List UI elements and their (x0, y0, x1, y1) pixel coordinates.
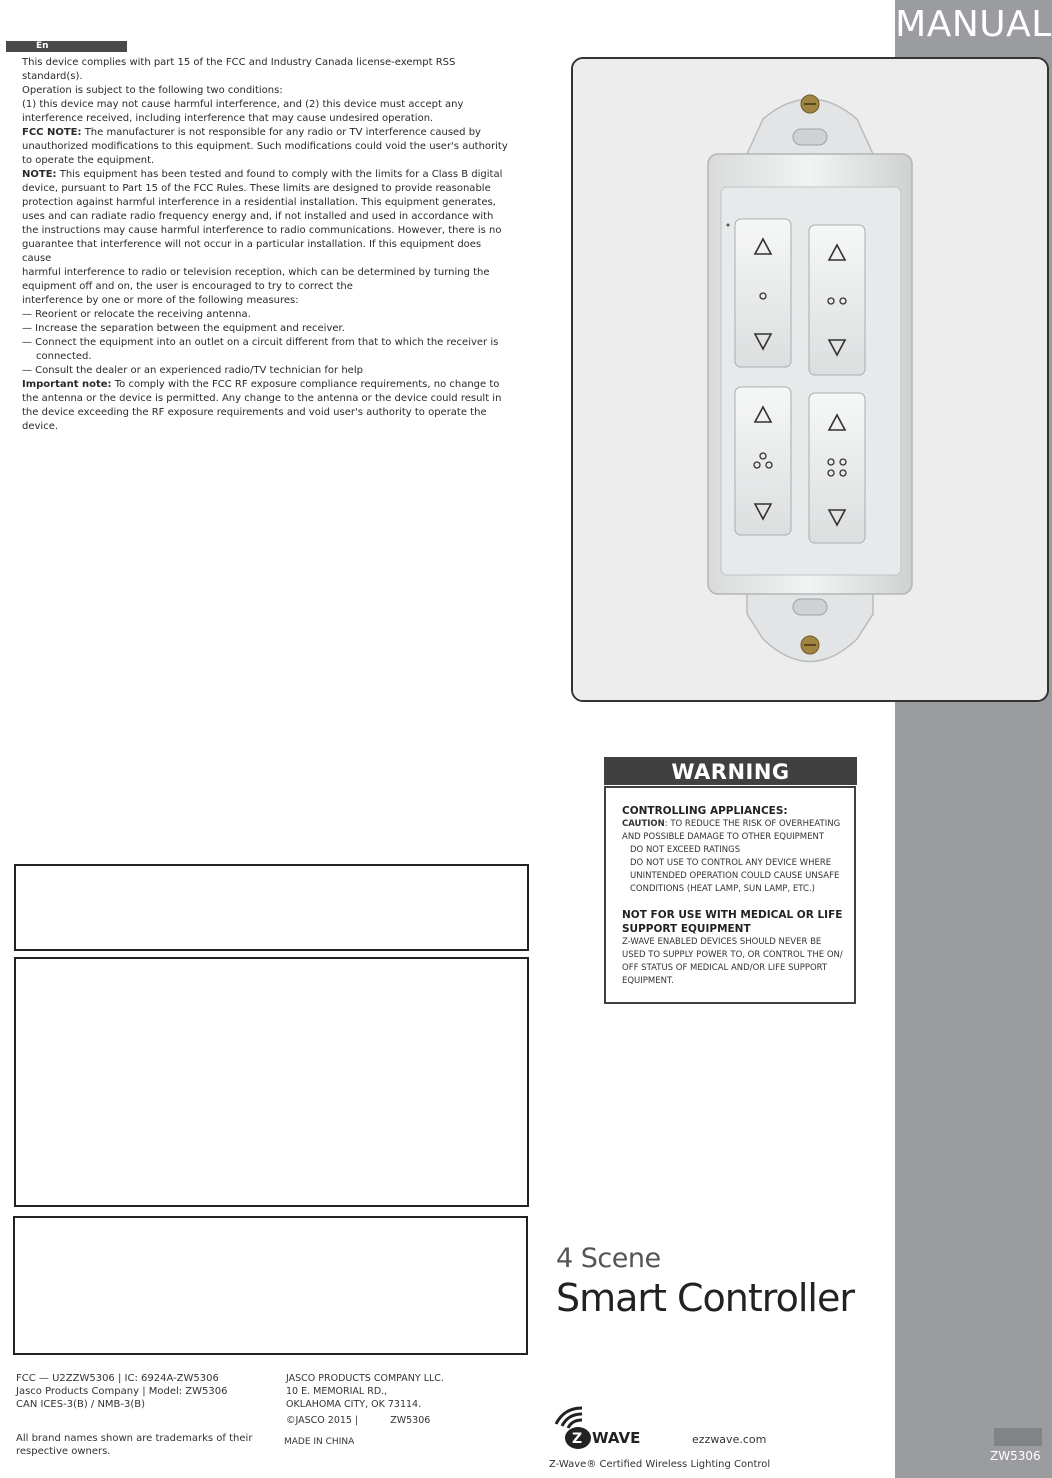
regulatory-info (16, 1372, 228, 1411)
zwave-logo (550, 1404, 660, 1454)
language-tag: En (6, 41, 127, 52)
product-photo (571, 57, 1049, 702)
warning-line: Z-WAVE ENABLED DEVICES SHOULD NEVER BE (622, 937, 822, 947)
caution-line: AND POSSIBLE DAMAGE TO OTHER EQUIPMENT (622, 832, 825, 842)
caution-item: DO NOT EXCEED RATINGS (630, 845, 741, 855)
scene-controller-image (573, 59, 1047, 700)
fcc-note-label: FCC NOTE: (22, 127, 82, 138)
svg-text:Z: Z (572, 1431, 583, 1447)
fcc-line: interference by one or more of the following measures: (22, 295, 299, 306)
note-label: NOTE: (22, 169, 57, 180)
model-number-corner: ZW5306 (990, 1449, 1041, 1463)
measure-item: — Reorient or relocate the receiving antenna. (22, 309, 251, 320)
important-label: Important note: (22, 379, 112, 390)
fcc-line: the antenna or the device is permitted. Any change to the antenna or the device could result in (22, 393, 502, 404)
regulatory-line: Jasco Products Company | Model: ZW5306 (16, 1386, 228, 1397)
fcc-line: harmful interference to radio or television reception, which can be determined by turning the (22, 267, 490, 278)
content-panel-3 (13, 1216, 528, 1355)
measure-item: connected. (36, 351, 92, 362)
fcc-line: uses and can radiate radio frequency energy and, if not installed and used in accordance with (22, 211, 494, 222)
made-in-label: MADE IN CHINA (284, 1437, 355, 1447)
fcc-line: the instructions may cause harmful interference to radio communications. However, there is no (22, 225, 502, 236)
fcc-line: device, pursuant to Part 15 of the FCC Rules. These limits are designed to provide reasonable (22, 183, 491, 194)
caution-line: CAUTION: TO REDUCE THE RISK OF OVERHEATING (622, 819, 841, 829)
caution-item: DO NOT USE TO CONTROL ANY DEVICE WHERE (630, 858, 832, 868)
corner-tab (994, 1428, 1042, 1446)
address-line: OKLAHOMA CITY, OK 73114. (286, 1399, 422, 1410)
warning-line: EQUIPMENT. (622, 976, 674, 986)
regulatory-line: FCC — U2ZZW5306 | IC: 6924A-ZW5306 (16, 1373, 219, 1384)
fcc-note: FCC NOTE: The manufacturer is not responsible for any radio or TV interference caused by (22, 127, 481, 138)
fcc-line: Operation is subject to the following two conditions: (22, 85, 283, 96)
warning-section-title: NOT FOR USE WITH MEDICAL OR LIFE (622, 909, 843, 921)
scene-button-1 (735, 219, 791, 367)
caution-item: CONDITIONS (HEAT LAMP, SUN LAMP, ETC.) (630, 884, 815, 894)
fcc-line: protection against harmful interference in a residential installation. This equipment generates, (22, 197, 496, 208)
caution-item: UNINTENDED OPERATION COULD CAUSE UNSAFE (630, 871, 840, 881)
website-url[interactable]: ezzwave.com (692, 1433, 767, 1446)
caution-label: CAUTION (622, 819, 665, 829)
svg-text:WAVE: WAVE (592, 1429, 641, 1447)
warning-box (604, 786, 856, 1004)
zwave-tagline: Z-Wave® Certified Wireless Lighting Control (549, 1459, 771, 1470)
measure-item: — Increase the separation between the equipment and receiver. (22, 323, 345, 334)
important-note: Important note: To comply with the FCC RF exposure compliance requirements, no change to (22, 379, 500, 390)
company-address (286, 1372, 444, 1427)
address-line: JASCO PRODUCTS COMPANY LLC. (286, 1373, 444, 1384)
fcc-line: This device complies with part 15 of the FCC and Industry Canada license-exempt RSS standard(s). (22, 57, 456, 82)
regulatory-line: CAN ICES-3(B) / NMB-3(B) (16, 1399, 146, 1410)
product-title-line-2: Smart Controller (556, 1276, 854, 1320)
scene-button-3 (735, 387, 791, 535)
trademark-notice: All brand names shown are trademarks of their respective owners. (16, 1433, 253, 1457)
warning-section-title: CONTROLLING APPLIANCES: (622, 805, 788, 817)
fcc-statement (22, 56, 512, 434)
measure-item: — Consult the dealer or an experienced radio/TV technician for help (22, 365, 363, 376)
address-line: 10 E. MEMORIAL RD., (286, 1386, 388, 1397)
content-panel-1 (14, 864, 529, 951)
scene-button-2 (809, 225, 865, 375)
manual-label: MANUAL (895, 4, 1052, 45)
warning-header: WARNING (604, 757, 857, 785)
fcc-line: unauthorized modifications to this equipment. Such modifications could void the user's authority (22, 141, 508, 152)
note: NOTE: This equipment has been tested and found to comply with the limits for a Class B digital (22, 169, 503, 180)
copyright-line: ©JASCO 2015 | ZW5306 (286, 1415, 431, 1426)
fcc-line: (1) this device may not cause harmful interference, and (2) this device must accept any (22, 99, 464, 110)
warning-section-title: SUPPORT EQUIPMENT (622, 923, 751, 935)
fcc-line: the device exceeding the RF exposure requirements and void user's authority to operate the device. (22, 407, 487, 432)
content-panel-2 (14, 957, 529, 1207)
measure-item: — Connect the equipment into an outlet on a circuit different from that to which the receiver is (22, 337, 499, 348)
fcc-line: equipment off and on, the user is encouraged to try to correct the (22, 281, 353, 292)
warning-line: USED TO SUPPLY POWER TO, OR CONTROL THE ON/ (622, 950, 843, 960)
fcc-line: to operate the equipment. (22, 155, 155, 166)
fcc-line: interference received, including interference that may cause undesired operation. (22, 113, 434, 124)
warning-line: OFF STATUS OF MEDICAL AND/OR LIFE SUPPORT (622, 963, 828, 973)
scene-button-4 (809, 393, 865, 543)
product-title-line-1: 4 Scene (556, 1243, 661, 1274)
fcc-line: guarantee that interference will not occur in a particular installation. If this equipment does cause (22, 239, 482, 264)
